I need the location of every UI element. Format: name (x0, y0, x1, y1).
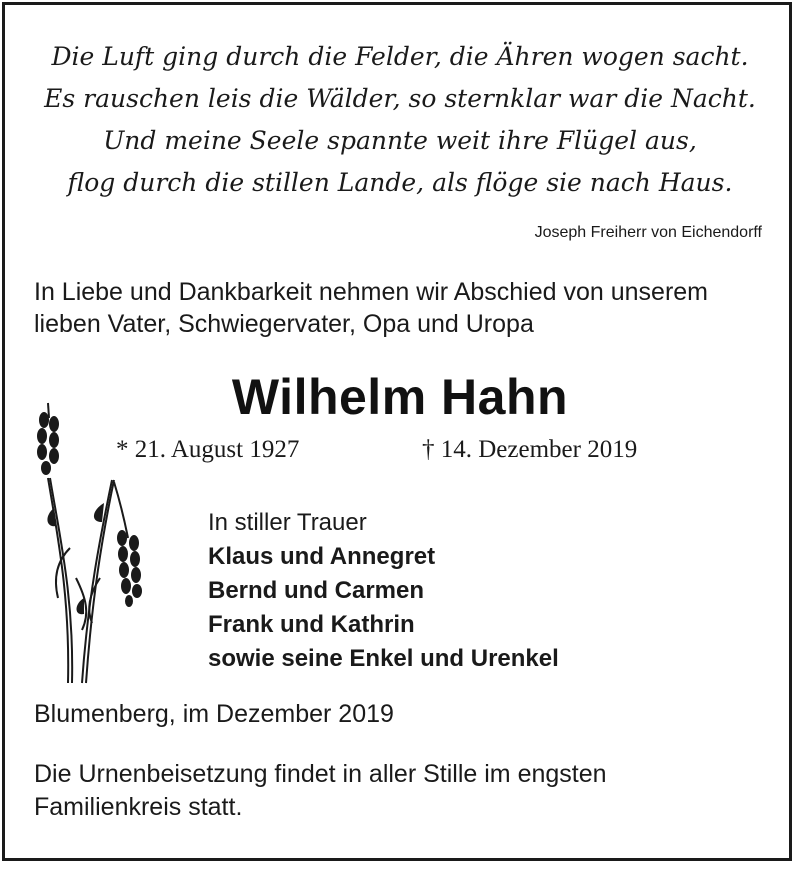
mourner-name: Klaus und Annegret (208, 543, 436, 570)
mourners-heading: In stiller Trauer (208, 509, 367, 536)
wheat-icon (30, 398, 160, 688)
intro-line: In Liebe und Dankbarkeit nehmen wir Abschied von unserem (34, 278, 709, 306)
place-date: Blumenberg, im Dezember 2019 (34, 700, 394, 728)
death-date: † 14. Dezember 2019 (422, 436, 638, 463)
intro-line: lieben Vater, Schwiegervater, Opa und Uropa (34, 310, 534, 338)
burial-notice (34, 758, 774, 824)
poem-line: Und meine Seele spannte weit ihre Flügel aus, (103, 126, 697, 155)
poem-line: flog durch die stillen Lande, als flöge sie nach Haus. (67, 168, 733, 197)
mourner-name: sowie seine Enkel und Urenkel (208, 645, 559, 672)
notice-line: Familienkreis statt. (34, 793, 243, 821)
notice-line: Die Urnenbeisetzung findet in aller Stille im engsten (34, 760, 607, 788)
poem (0, 36, 800, 204)
intro-text (34, 276, 774, 340)
poem-line: Die Luft ging durch die Felder, die Ähren wogen sacht. (51, 42, 749, 71)
poem-author: Joseph Freiherr von Eichendorff (534, 224, 762, 241)
deceased-name: Wilhelm Hahn (231, 369, 569, 425)
birth-date: * 21. August 1927 (116, 436, 300, 463)
poem-line: Es rauschen leis die Wälder, so sternklar war die Nacht. (44, 84, 756, 113)
mourners-block (208, 506, 559, 676)
mourner-name: Bernd und Carmen (208, 577, 425, 604)
mourner-name: Frank und Kathrin (208, 611, 415, 638)
